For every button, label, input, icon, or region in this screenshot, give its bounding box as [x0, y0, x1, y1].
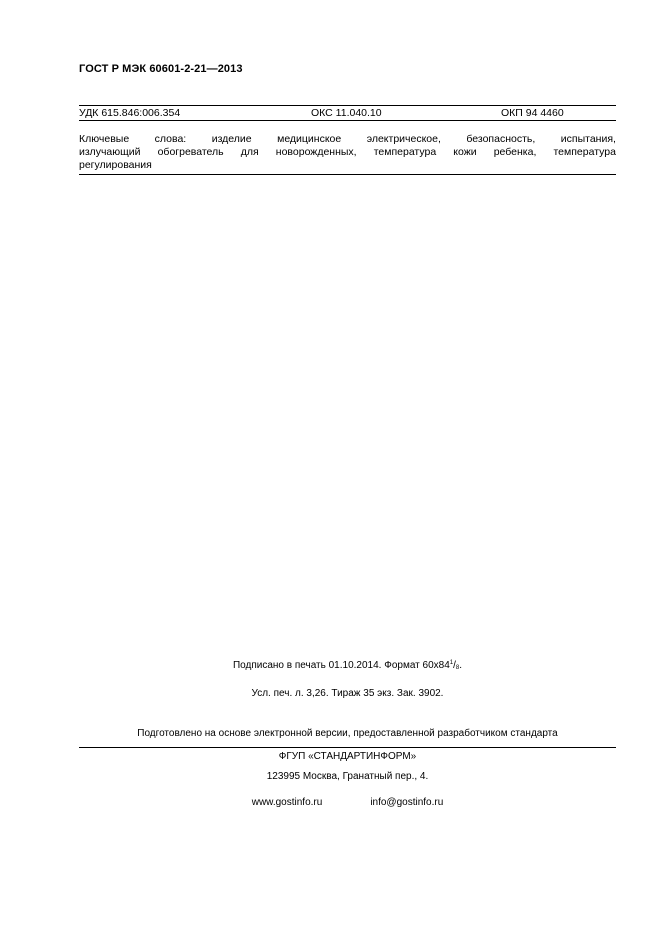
format-denominator: 8	[455, 665, 460, 671]
keyword-word: температура	[553, 146, 616, 158]
classification-row	[79, 107, 616, 121]
email-link[interactable]: info@gostinfo.ru	[370, 797, 444, 808]
keyword-word: ребенка,	[493, 146, 537, 158]
keywords-divider	[79, 174, 616, 175]
publisher-contacts	[79, 797, 616, 808]
keyword-word: слова:	[154, 133, 187, 145]
publisher-divider	[79, 747, 616, 748]
keyword-word: новорожденных,	[275, 146, 357, 158]
signed-suffix: .	[459, 660, 463, 671]
keyword-word: кожи	[453, 146, 477, 158]
publisher-name: ФГУП «СТАНДАРТИНФОРМ»	[278, 751, 417, 762]
keyword-word: Ключевые	[79, 133, 130, 145]
keyword-word: излучающий	[79, 146, 141, 158]
website-link[interactable]: www.gostinfo.ru	[251, 797, 323, 808]
keywords-line-1	[79, 133, 616, 146]
signed-text: Подписано в печать 01.10.2014. Формат 60х84	[232, 660, 450, 671]
keyword-word: испытания,	[560, 133, 616, 145]
keyword-word: регулирования	[79, 159, 152, 171]
keywords-line-3	[79, 159, 616, 172]
okp-code: ОКП 94 4460	[501, 107, 564, 119]
prepared-note: Подготовлено на основе электронной версии, предоставленной разработчиком стандарта	[137, 728, 558, 739]
top-divider	[79, 105, 616, 106]
keyword-word: безопасность,	[466, 133, 536, 145]
keyword-word: медицинское	[277, 133, 342, 145]
udk-code: УДК 615.846:006.354	[79, 107, 181, 119]
signed-for-print: Подписано в печать 01.10.2014. Формат $60х84^1/_8$.	[232, 660, 463, 671]
classification-divider	[79, 120, 616, 121]
keyword-word: обогреватель	[157, 146, 224, 158]
keyword-word: температура	[373, 146, 437, 158]
keywords-line-2	[79, 146, 616, 159]
keyword-word: изделие	[211, 133, 252, 145]
keyword-word: для	[240, 146, 259, 158]
publisher-address: 123995 Москва, Гранатный пер., 4.	[266, 771, 429, 782]
keyword-word: электрическое,	[366, 133, 441, 145]
format-numerator: 1	[449, 660, 454, 666]
print-sheets-info: Усл. печ. л. 3,26. Тираж 35 экз. Зак. 3902.	[251, 688, 444, 699]
keywords-block	[79, 133, 616, 172]
document-designation: ГОСТ Р МЭК 60601-2-21—2013	[79, 63, 243, 75]
oks-code: ОКС 11.040.10	[311, 107, 382, 119]
